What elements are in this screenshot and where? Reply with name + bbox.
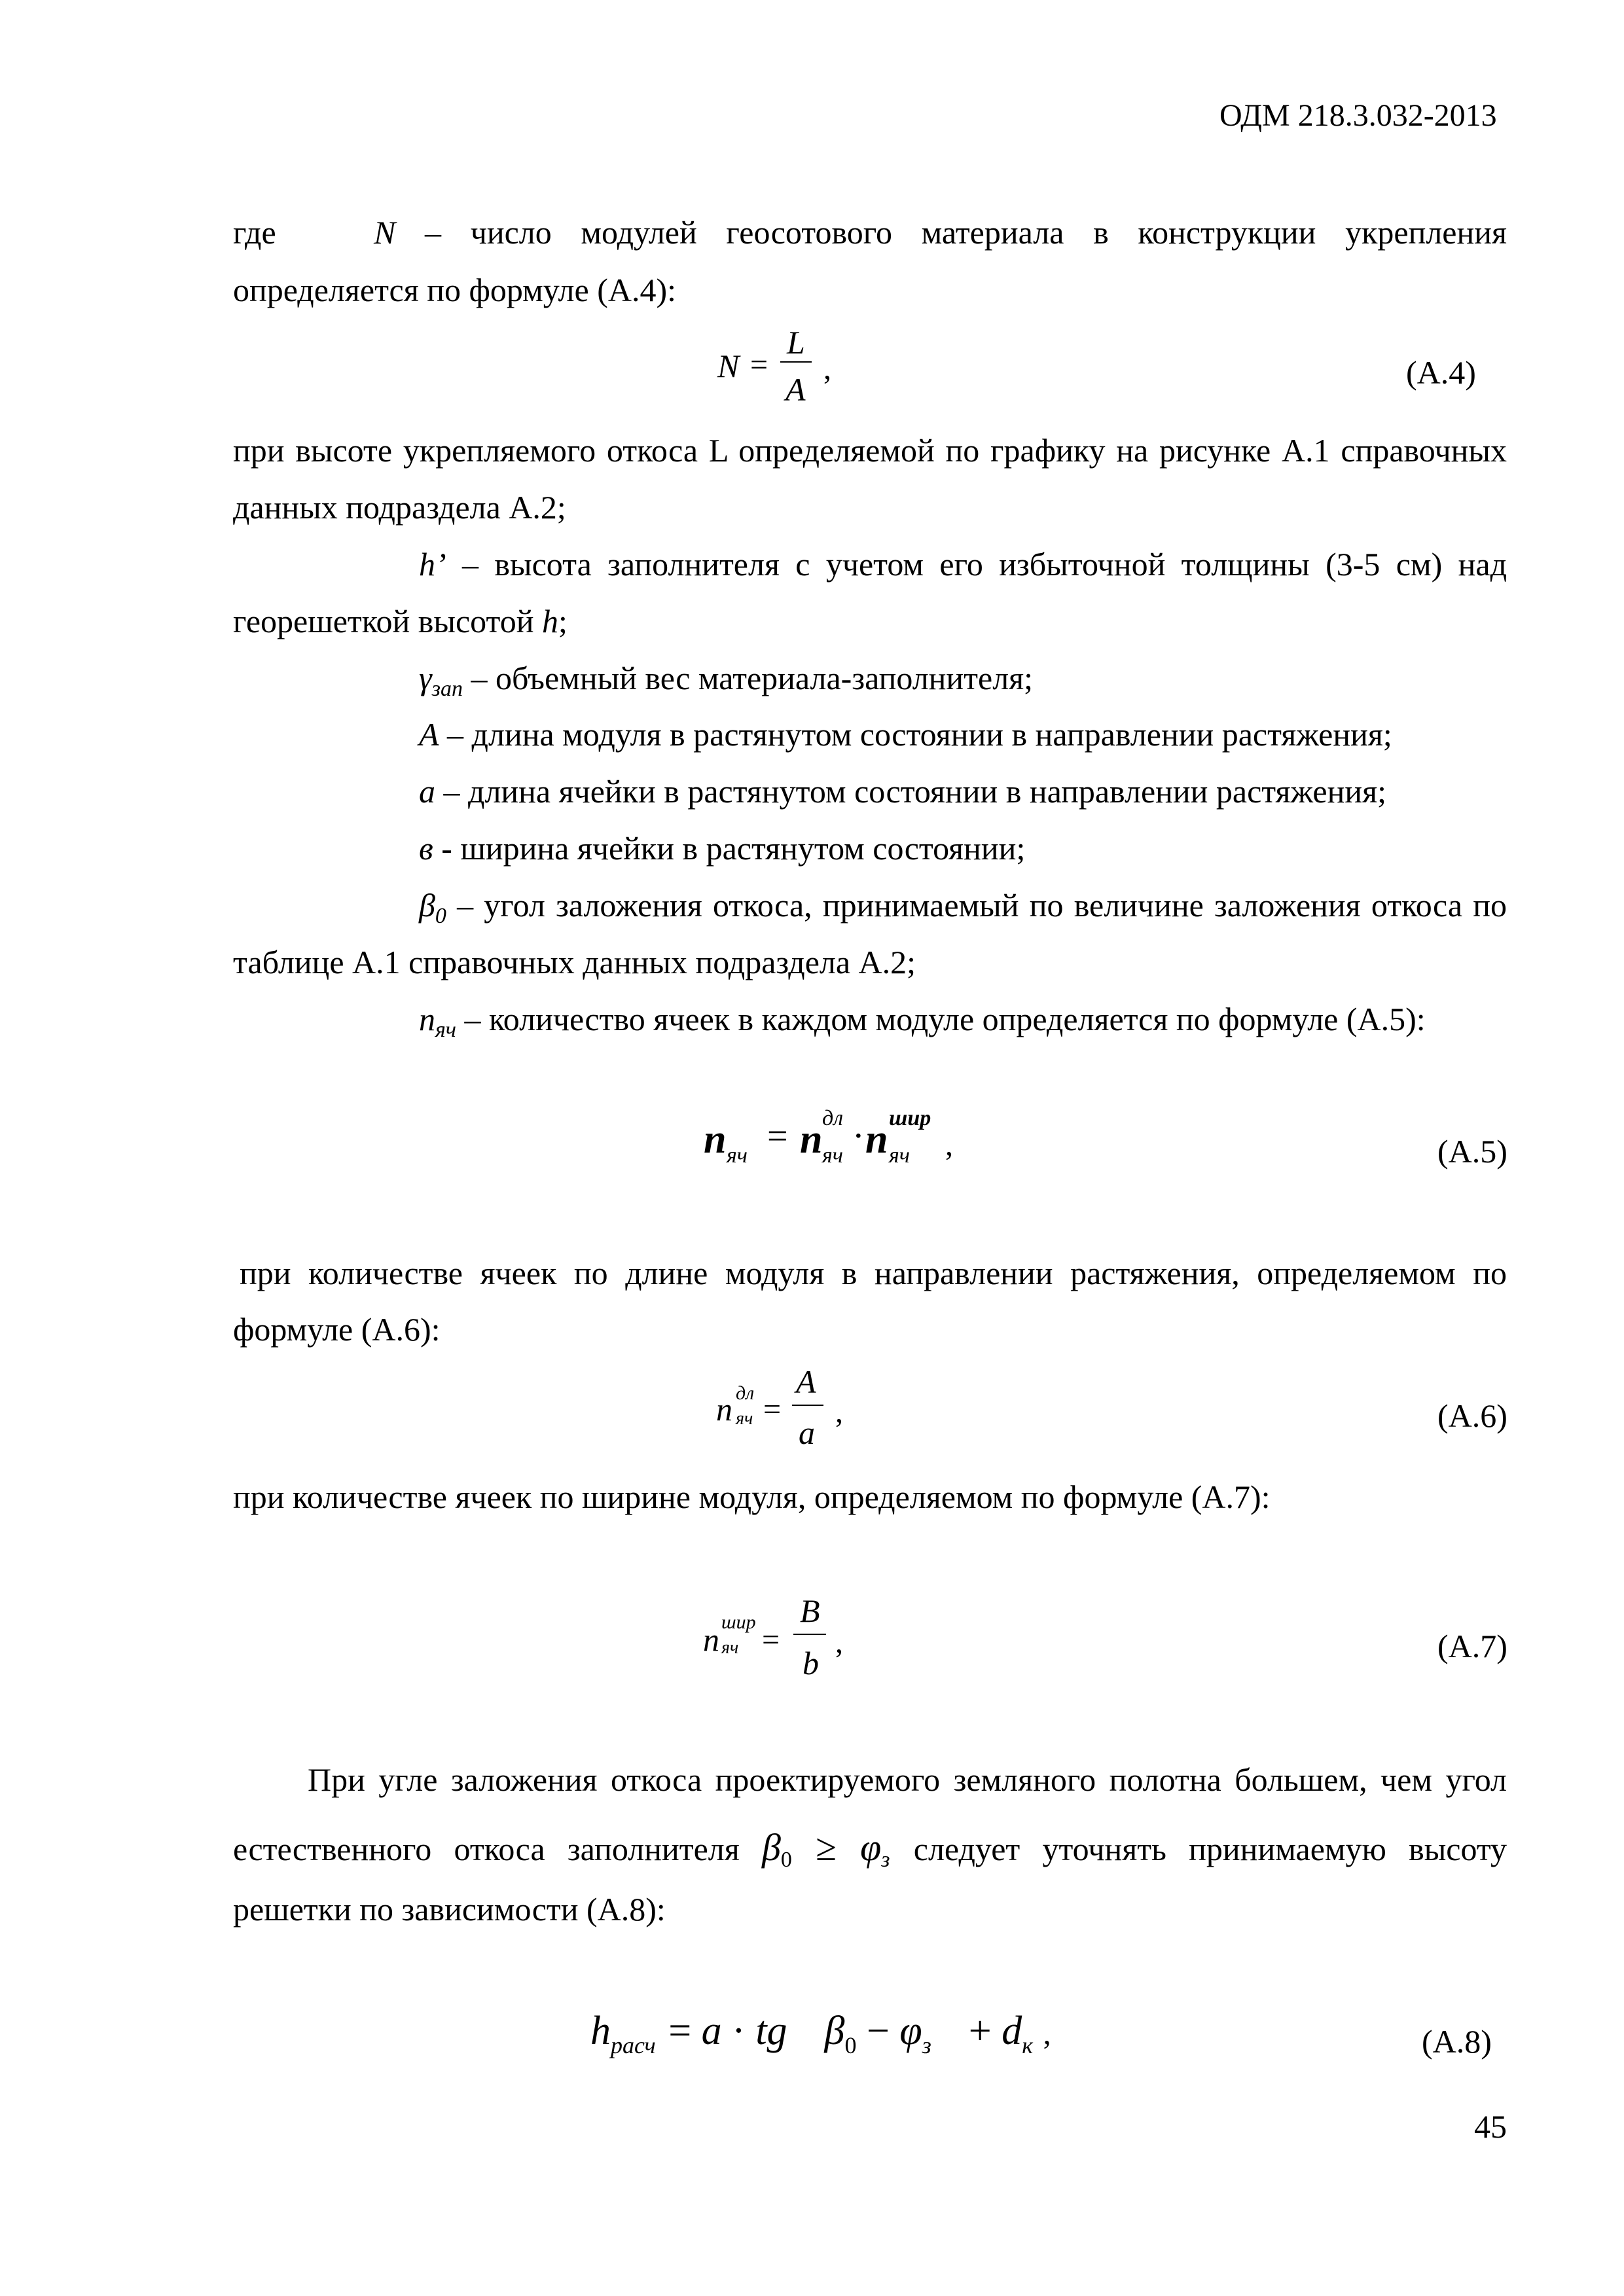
equation-a8: [590, 2008, 1051, 2058]
eqA5-n2-sup: шир: [889, 1106, 931, 1130]
symbol-n-sub: яч: [435, 1018, 457, 1042]
paragraph-4-line-1: при количестве ячеек по ширине модуля, определяемом по формуле (А.7):: [233, 1479, 1271, 1515]
def-h-line2-text: георешеткой высотой: [233, 603, 542, 639]
para1-line1-text: – число модулей геосотового материала в конструкции укрепления: [425, 214, 1507, 251]
eqA5-n2-sub: яч: [889, 1143, 911, 1168]
eqA7-n: n: [703, 1621, 719, 1658]
eqA5-n1: n: [800, 1117, 823, 1162]
symbol-N: N: [374, 214, 396, 251]
symbol-h-prime: h’: [419, 546, 446, 583]
def-n: [419, 1001, 1426, 1042]
eqA8-a: a: [701, 2009, 722, 2053]
eqA7-comma: ,: [835, 1625, 843, 1660]
para5-line2-text-b: следует уточнять принимаемую высоту: [913, 1831, 1507, 1867]
word-gde: где: [233, 214, 276, 251]
eqA5-label: (А.5): [1437, 1133, 1507, 1170]
eqA4-numerator: L: [787, 324, 805, 361]
def-h-line-1: [419, 548, 1507, 581]
eqA8-comma: ,: [1043, 2017, 1051, 2051]
eqA6-n: n: [716, 1391, 732, 1427]
symbol-A: A: [419, 716, 439, 753]
symbol-gamma-sub: зап: [431, 677, 463, 701]
def-h-text: – высота заполнителя с учетом его избыточной толщины (3-5 см) над: [462, 546, 1507, 583]
document-code: ОДМ 218.3.032-2013: [1219, 98, 1497, 133]
eqA5-n2: n: [865, 1117, 888, 1162]
eqA4-denominator: A: [785, 371, 806, 408]
para5-line2-text-a: естественного откоса заполнителя: [233, 1831, 740, 1867]
eqA7-denominator: b: [803, 1645, 819, 1681]
eqA5-lhs-n: n: [704, 1117, 727, 1162]
eqA8-tg: tg: [755, 2009, 787, 2053]
def-A-text: – длина модуля в растянутом состоянии в направлении растяжения;: [439, 716, 1392, 753]
eqA5-lhs-sub: яч: [727, 1143, 748, 1168]
eqA5-n1-sup: дл: [822, 1106, 844, 1130]
paragraph-3-line-1: при количестве ячеек по длине модуля в направлении растяжения, определяемом по: [240, 1255, 1507, 1291]
def-v: [419, 832, 1025, 865]
eqA8-minus: −: [866, 2009, 890, 2053]
symbol-gamma: γ: [419, 660, 432, 696]
paragraph-5-line-3: решетки по зависимости (А.8):: [233, 1891, 666, 1928]
inline-phi: φ: [860, 1826, 882, 1869]
eqA8-plus: +: [968, 2009, 992, 2053]
inline-formula-beta-phi: [761, 1826, 914, 1872]
inline-phi-sub: з: [881, 1848, 890, 1872]
def-a: [419, 775, 1386, 808]
eqA5-comma: ,: [945, 1128, 953, 1162]
symbol-h: h: [541, 603, 558, 639]
def-beta-text: – угол заложения откоса, принимаемый по величине заложения откоса по: [457, 887, 1507, 924]
eqA4-label: (А.4): [1406, 354, 1476, 391]
eqA8-h-sub: расч: [611, 2032, 656, 2058]
eqA7-equals: =: [762, 1623, 780, 1657]
symbol-n: n: [419, 1001, 435, 1037]
paragraph-1-line-1: [233, 216, 1507, 249]
paragraph-3-line-2: формуле (А.6):: [233, 1311, 441, 1348]
eqA6-numerator: A: [796, 1363, 816, 1400]
def-a-text: – длина ячейки в растянутом состоянии в направлении растяжения;: [435, 773, 1386, 810]
eqA8-equals: =: [668, 2009, 692, 2053]
def-beta-line-1: [419, 887, 1507, 928]
eqA8-beta-sub: 0: [844, 2032, 857, 2058]
symbol-beta-sub: 0: [435, 904, 446, 928]
symbol-v: в: [419, 830, 433, 867]
eqA6-sup: дл: [736, 1382, 755, 1404]
eqA7-sub: яч: [721, 1638, 739, 1658]
eqA8-beta: β: [824, 2009, 845, 2053]
eqA4-comma: ,: [823, 351, 831, 386]
eqA6-sub: яч: [736, 1408, 753, 1429]
eqA7-numerator: B: [800, 1592, 820, 1629]
eqA5-dot: ·: [852, 1116, 865, 1157]
def-n-text: – количество ячеек в каждом модуле определяется по формуле (А.5):: [456, 1001, 1426, 1037]
eqA6-fraction-bar: [792, 1405, 823, 1406]
def-A: [419, 718, 1392, 751]
def-beta-line-2: таблице А.1 справочных данных подраздела А.2;: [233, 944, 916, 980]
symbol-beta: β: [419, 887, 435, 924]
eqA8-h: h: [590, 2009, 611, 2053]
inline-geq: ≥: [816, 1826, 837, 1869]
def-v-text: - ширина ячейки в растянутом состоянии;: [433, 830, 1026, 867]
eqA6-comma: ,: [835, 1395, 843, 1429]
eqA4-lhs: N: [717, 348, 740, 384]
paragraph-2-line-1: при высоте укрепляемого откоса L определяемой по графику на рисунке А.1 справочных: [233, 432, 1507, 469]
def-h-line-2: [233, 605, 568, 637]
eqA7-label: (А.7): [1437, 1628, 1507, 1664]
eqA7-fraction-bar: [793, 1634, 826, 1635]
eqA6-label: (А.6): [1437, 1397, 1507, 1434]
eqA8-d: d: [1001, 2009, 1022, 2053]
paragraph-5-line-1: При угле заложения откоса проектируемого земляного полотна большем, чем угол: [308, 1761, 1507, 1798]
eqA8-dot: ·: [732, 2009, 746, 2053]
eqA4-equals: =: [750, 348, 768, 382]
eqA7-sup: шир: [721, 1611, 756, 1633]
symbol-a: a: [419, 773, 435, 810]
eqA5-equals: =: [767, 1116, 788, 1157]
eqA4-fraction-bar: [780, 361, 812, 363]
def-gamma-text: – объемный вес материала-заполнителя;: [462, 660, 1034, 696]
paragraph-5-line-2: [233, 1826, 1507, 1872]
eqA8-d-sub: к: [1022, 2032, 1034, 2058]
paragraph-1-line-2: определяется по формуле (А.4):: [233, 272, 677, 308]
page-number: 45: [1474, 2108, 1507, 2145]
eqA5-n1-sub: яч: [822, 1143, 844, 1168]
eqA8-phi: φ: [899, 2009, 922, 2053]
eqA8-phi-sub: з: [922, 2032, 931, 2058]
def-gamma: [419, 660, 1034, 701]
eqA6-denominator: a: [799, 1414, 815, 1451]
inline-beta-sub: 0: [780, 1848, 792, 1872]
inline-beta: β: [761, 1826, 781, 1869]
eqA6-equals: =: [763, 1392, 782, 1427]
eqA8-label: (А.8): [1422, 2023, 1492, 2060]
def-h-line2-semicolon: ;: [558, 603, 568, 639]
paragraph-2-line-2: данных подраздела А.2;: [233, 489, 566, 526]
